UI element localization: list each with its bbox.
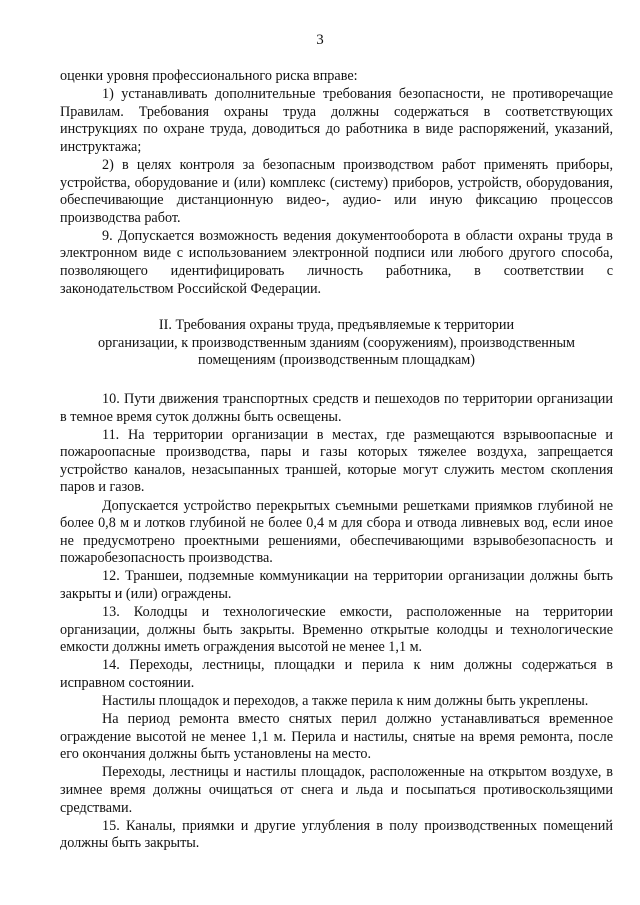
section-heading-line-1: II. Требования охраны труда, предъявляемые к территории bbox=[158, 317, 515, 334]
page-number: 3 bbox=[316, 32, 324, 48]
paragraph-12: 12. Траншеи, подземные коммуникации на территории организации должны быть закрыты и (или) ограждены. bbox=[60, 568, 613, 603]
paragraph-11: 11. На территории организации в местах, где размещаются взрывоопасные и пожароопасные производства, пары и газы которых тяжелее воздуха, запрещается устройство каналов, незасыпанных траншей, которые могут служить местом скопления паров и газов. bbox=[60, 426, 613, 496]
paragraph-14-cont-3: Переходы, лестницы и настилы площадок, расположенные на открытом воздухе, в зимнее время должны очищаться от снега и льда и посыпаться противоскользящими средствами. bbox=[60, 764, 613, 816]
paragraph-14-cont-1: Настилы площадок и переходов, а также перила к ним должны быть укреплены. bbox=[102, 693, 589, 710]
document-body bbox=[60, 68, 613, 853]
paragraph-14-cont-2: На период ремонта вместо снятых перил должно устанавливаться временное ограждение высотой не менее 1,1 м. Перила и настилы, снятые на время ремонта, после его окончания должны быть установлены на место. bbox=[60, 711, 613, 763]
paragraph-item-1: 1) устанавливать дополнительные требования безопасности, не противоречащие Правилам. Требования охраны труда должны содержаться в соответствующих инструкциях по охране труда, доводиться до работника в виде распоряжений, указаний, инструктажа; bbox=[60, 86, 613, 155]
paragraph-11-cont: Допускается устройство перекрытых съемными решетками приямков глубиной не более 0,8 м и лотков глубиной не более 0,4 м для сбора и отвода ливневых вод, если иное не предусмотрено проектными решениями, обеспечивающими взрывобезопасность и пожаробезопасность производства. bbox=[60, 497, 613, 567]
paragraph-item-2: 2) в целях контроля за безопасным производством работ применять приборы, устройства, оборудование и (или) комплекс (систему) приборов, устройств, оборудования, обеспечивающие дистанционную видео-, аудио- или иную фиксацию процессов производства работ. bbox=[60, 156, 613, 226]
section-heading-line-2: организации, к производственным зданиям (сооружениям), производственным bbox=[98, 334, 575, 351]
paragraph-14: 14. Переходы, лестницы, площадки и перила к ним должны содержаться в исправном состоянии. bbox=[60, 657, 613, 691]
paragraph-9: 9. Допускается возможность ведения документооборота в области охраны труда в электронном виде с использованием электронной подписи или любого другого способа, позволяющего идентифицировать личность работника, в соответствии с законодательством Российской Федерации. bbox=[60, 227, 613, 297]
paragraph-intro: оценки уровня профессионального риска вправе: bbox=[60, 68, 358, 84]
paragraph-15: 15. Каналы, приямки и другие углубления в полу производственных помещений должны быть закрыты. bbox=[60, 817, 613, 852]
paragraph-10: 10. Пути движения транспортных средств и пешеходов по территории организации в темное время суток должны быть освещены. bbox=[60, 391, 613, 425]
paragraph-13: 13. Колодцы и технологические емкости, расположенные на территории организации, должны быть закрыты. Временно открытые колодцы и технологические емкости должны иметь ограждения высотой не менее 1,1 м. bbox=[60, 604, 613, 656]
section-heading-line-3: помещениям (производственным площадкам) bbox=[198, 352, 475, 369]
section-heading bbox=[60, 317, 613, 370]
